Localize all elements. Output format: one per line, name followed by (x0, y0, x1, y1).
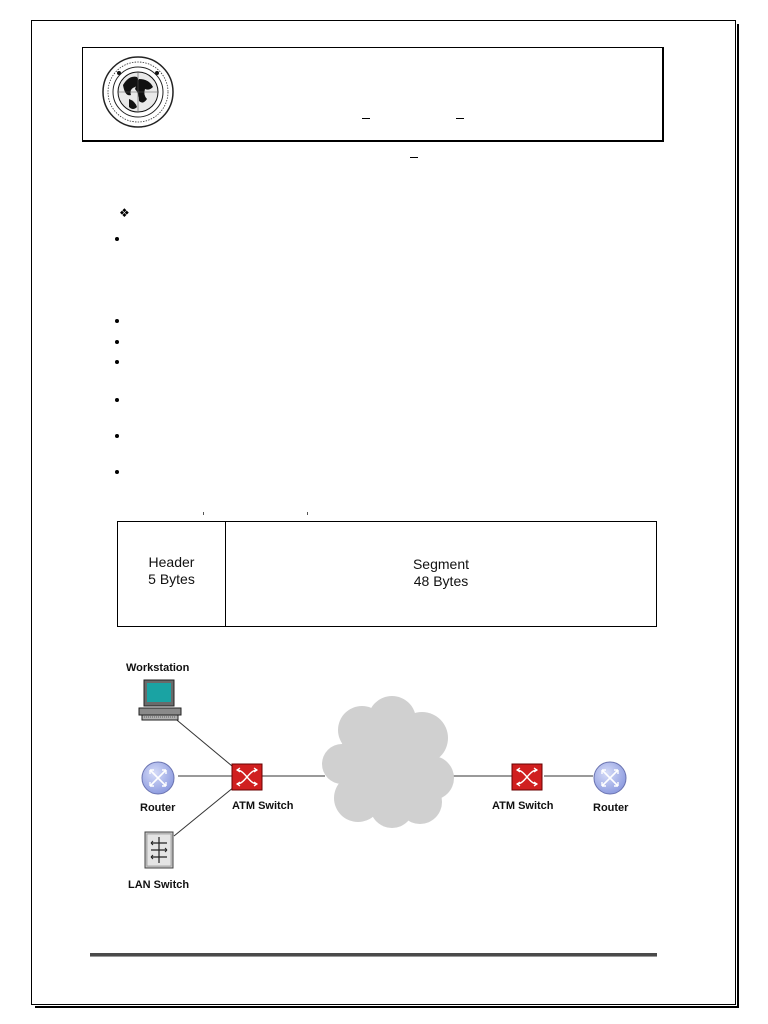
router-icon (592, 760, 628, 796)
network-cloud-icon (322, 694, 454, 830)
header-cell-title: Header (148, 554, 195, 570)
router-icon (140, 760, 176, 796)
header-cell-size: 5 Bytes (148, 571, 195, 587)
atm-switch-icon (231, 763, 263, 791)
computer-workstation-icon (138, 679, 182, 721)
segment-cell-title: Segment (412, 556, 470, 572)
router-right-label: Router (593, 802, 629, 814)
atm-switch-right-label: ATM Switch (492, 800, 554, 812)
atm-switch-left-label: ATM Switch (232, 800, 294, 812)
lan-switch-icon (144, 831, 174, 869)
router-left-label: Router (140, 802, 176, 814)
footer-rule (90, 953, 657, 956)
workstation-label: Workstation (126, 662, 190, 674)
segment-cell-size: 48 Bytes (413, 573, 469, 589)
lan-switch-label: LAN Switch (128, 879, 190, 891)
diamond-bullet-icon: ❖ (119, 206, 130, 220)
atm-switch-icon (511, 763, 543, 791)
